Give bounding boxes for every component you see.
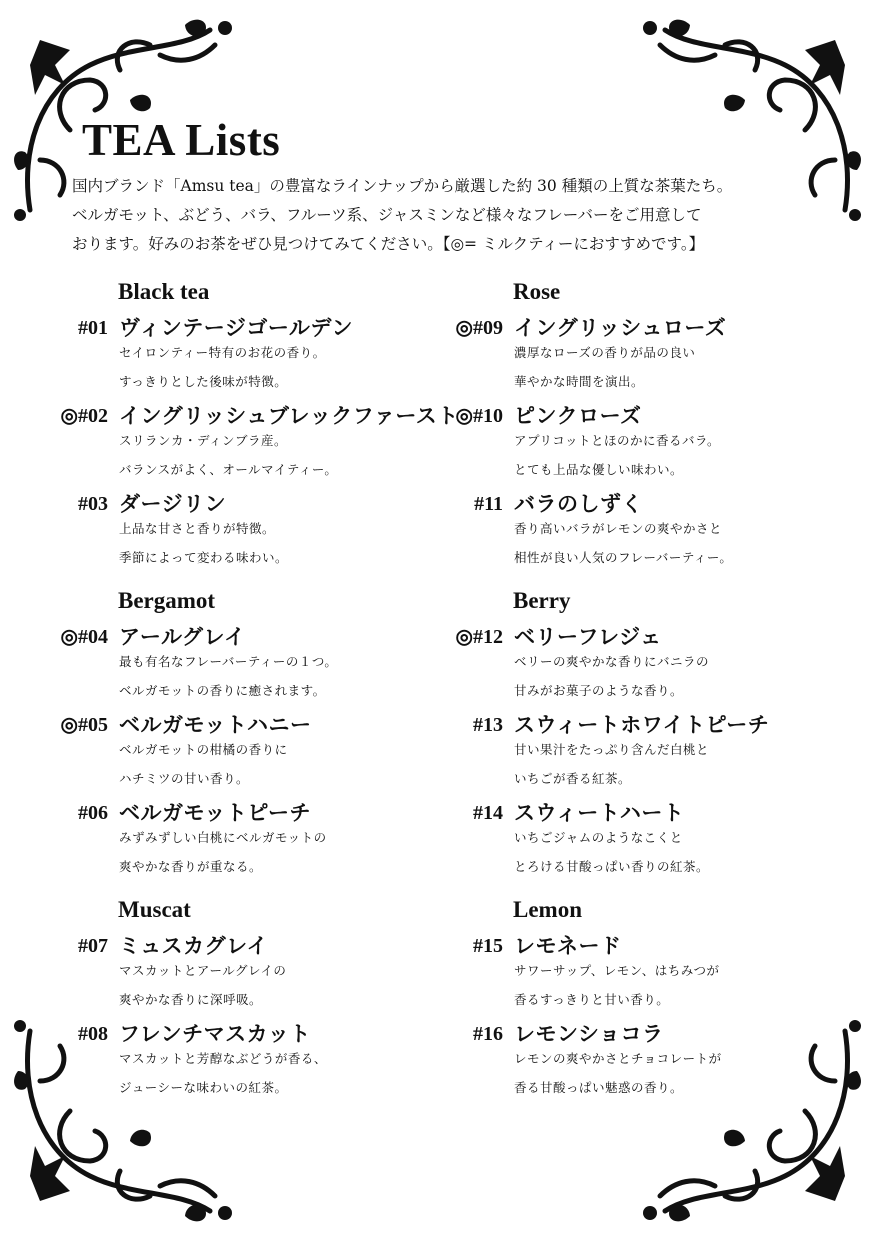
tea-item bbox=[395, 621, 815, 709]
tea-description-line: セイロンティー特有のお花の香り。 bbox=[119, 345, 326, 360]
tea-description-line: ジューシーな味わいの紅茶。 bbox=[119, 1080, 288, 1095]
tea-number: #13 bbox=[473, 714, 503, 736]
tea-description-line: バランスがよく、オールマイティー。 bbox=[119, 462, 338, 477]
tea-name: イングリッシュブレックファースト bbox=[119, 403, 459, 428]
section-bergamot bbox=[0, 581, 420, 885]
tea-item bbox=[395, 400, 815, 488]
tea-description bbox=[514, 735, 709, 793]
tea-number: #01 bbox=[78, 317, 108, 339]
tea-description-line: 甘い果汁をたっぷり含んだ白桃と bbox=[514, 742, 710, 757]
tea-description-line: サワーサップ、レモン、はちみつが bbox=[514, 963, 720, 978]
tea-description-line: すっきりとした後味が特徴。 bbox=[119, 374, 288, 389]
section-title: Black tea bbox=[118, 279, 210, 304]
intro-text bbox=[72, 172, 792, 259]
tea-description bbox=[119, 823, 327, 881]
tea-name: レモネード bbox=[514, 933, 622, 958]
tea-item bbox=[395, 797, 815, 885]
tea-number: #08 bbox=[78, 1023, 108, 1045]
tea-item bbox=[0, 1018, 420, 1106]
tea-item bbox=[395, 930, 815, 1018]
tea-description-line: 爽やかな香りに深呼吸。 bbox=[119, 992, 263, 1007]
tea-item bbox=[0, 621, 420, 709]
tea-description-line: 濃厚なローズの香りが品の良い bbox=[514, 345, 696, 360]
tea-description-line: マスカットとアールグレイの bbox=[119, 963, 287, 978]
tea-item bbox=[395, 1018, 815, 1106]
tea-description bbox=[119, 735, 288, 793]
tea-name: スウィートホワイトピーチ bbox=[514, 712, 770, 737]
tea-number: #06 bbox=[78, 802, 108, 824]
tea-description-line: 季節によって変わる味わい。 bbox=[119, 550, 289, 565]
tea-description-line: いちごジャムのようなこくと bbox=[514, 830, 683, 845]
tea-number: ◎#10 bbox=[455, 405, 503, 427]
tea-name: ベルガモットピーチ bbox=[119, 800, 312, 825]
tea-item bbox=[0, 797, 420, 885]
section-title: Lemon bbox=[513, 897, 582, 922]
tea-description-line: 香り高いバラがレモンの爽やかさと bbox=[514, 521, 723, 536]
tea-number: ◎#12 bbox=[455, 626, 503, 648]
tea-name: ベリーフレジェ bbox=[514, 624, 662, 649]
tea-name: ミュスカグレイ bbox=[119, 933, 269, 958]
tea-description-line: みずみずしい白桃にベルガモットの bbox=[119, 830, 327, 845]
tea-item bbox=[395, 488, 815, 576]
tea-name: ヴィンテージゴールデン bbox=[119, 315, 353, 340]
intro-line: 国内ブランド「Amsu tea」の豊富なラインナップから厳選した約 30 種類の上質な茶葉たち。 bbox=[72, 177, 733, 195]
section-title: Rose bbox=[513, 279, 561, 304]
tea-description-line: とても上品な優しい味わい。 bbox=[514, 462, 684, 477]
tea-description bbox=[514, 514, 732, 572]
tea-description-line: 華やかな時間を演出。 bbox=[514, 374, 645, 389]
section-title: Muscat bbox=[118, 897, 191, 922]
tea-description-line: ベルガモットの香りに癒されます。 bbox=[119, 683, 326, 698]
tea-description-line: 香るすっきりと甘い香り。 bbox=[514, 992, 670, 1007]
tea-description bbox=[514, 1044, 722, 1102]
tea-column-right bbox=[395, 272, 815, 1111]
tea-number: #16 bbox=[473, 1023, 503, 1045]
tea-description bbox=[119, 956, 286, 1014]
tea-item bbox=[0, 488, 420, 576]
section-black-tea bbox=[0, 272, 459, 576]
tea-description-line: 相性が良い人気のフレーバーティー。 bbox=[514, 550, 733, 565]
tea-description-line: アプリコットとほのかに香るバラ。 bbox=[514, 433, 721, 448]
tea-number: #07 bbox=[78, 935, 108, 957]
page-title: TEA Lists bbox=[82, 115, 281, 165]
tea-description bbox=[514, 426, 720, 484]
tea-description bbox=[514, 647, 709, 705]
tea-number: ◎#04 bbox=[60, 626, 108, 648]
tea-number: ◎#09 bbox=[455, 317, 503, 339]
tea-column-left bbox=[0, 272, 459, 1111]
tea-description bbox=[119, 514, 288, 572]
tea-number: #11 bbox=[474, 493, 503, 515]
tea-description-line: 上品な甘さと香りが特徴。 bbox=[119, 521, 276, 536]
tea-number: ◎#02 bbox=[60, 405, 108, 427]
tea-number: #14 bbox=[473, 802, 503, 824]
tea-description-line: レモンの爽やかさとチョコレートが bbox=[514, 1051, 722, 1066]
section-title: Berry bbox=[513, 588, 571, 613]
section-muscat bbox=[0, 890, 420, 1106]
intro-line: おります。好みのお茶をぜひ見つけてみてください。【◎= ミルクティーにおすすめです。】 bbox=[72, 235, 705, 253]
tea-description bbox=[514, 956, 720, 1014]
tea-description-line: とろける甘酸っぱい香りの紅茶。 bbox=[514, 859, 710, 874]
section-title: Bergamot bbox=[118, 588, 216, 613]
tea-description-line: ベリーの爽やかな香りにバニラの bbox=[514, 654, 710, 669]
section-berry bbox=[395, 581, 815, 885]
tea-description-line: 爽やかな香りが重なる。 bbox=[119, 859, 263, 874]
tea-description-line: 香る甘酸っぱい魅惑の香り。 bbox=[514, 1080, 684, 1095]
tea-description bbox=[514, 338, 695, 396]
tea-name: イングリッシュローズ bbox=[514, 315, 727, 340]
tea-name: レモンショコラ bbox=[514, 1021, 664, 1046]
tea-description bbox=[119, 1044, 327, 1102]
tea-item bbox=[0, 930, 420, 1018]
tea-name: ベルガモットハニー bbox=[119, 712, 312, 737]
section-rose bbox=[395, 272, 815, 576]
tea-name: アールグレイ bbox=[119, 624, 246, 649]
tea-name: ピンクローズ bbox=[514, 403, 642, 428]
tea-item bbox=[0, 312, 420, 400]
tea-description bbox=[514, 823, 709, 881]
tea-item bbox=[395, 709, 815, 797]
tea-description-line: 甘みがお菓子のような香り。 bbox=[514, 683, 684, 698]
tea-description-line: マスカットと芳醇なぶどうが香る、 bbox=[119, 1051, 327, 1066]
tea-description bbox=[119, 426, 337, 484]
tea-number: #03 bbox=[78, 493, 108, 515]
tea-description-line: ベルガモットの柑橘の香りに bbox=[119, 742, 288, 757]
tea-name: ダージリン bbox=[119, 491, 227, 516]
tea-number: ◎#05 bbox=[60, 714, 108, 736]
intro-line: ベルガモット、ぶどう、バラ、フルーツ系、ジャスミンなど様々なフレーバーをご用意して bbox=[72, 206, 702, 224]
tea-description-line: いちごが香る紅茶。 bbox=[514, 771, 632, 786]
tea-description-line: 最も有名なフレーバーティーの１つ。 bbox=[119, 654, 338, 669]
tea-description-line: ハチミツの甘い香り。 bbox=[119, 771, 250, 786]
tea-item bbox=[395, 312, 815, 400]
tea-item bbox=[0, 709, 420, 797]
tea-item bbox=[0, 400, 459, 488]
tea-name: バラのしずく bbox=[514, 491, 643, 516]
tea-description-line: スリランカ・ディンブラ産。 bbox=[119, 433, 288, 448]
tea-name: フレンチマスカット bbox=[119, 1021, 311, 1046]
section-lemon bbox=[395, 890, 815, 1106]
tea-description bbox=[119, 338, 326, 396]
tea-number: #15 bbox=[473, 935, 503, 957]
tea-name: スウィートハート bbox=[514, 800, 685, 825]
tea-description bbox=[119, 647, 337, 705]
